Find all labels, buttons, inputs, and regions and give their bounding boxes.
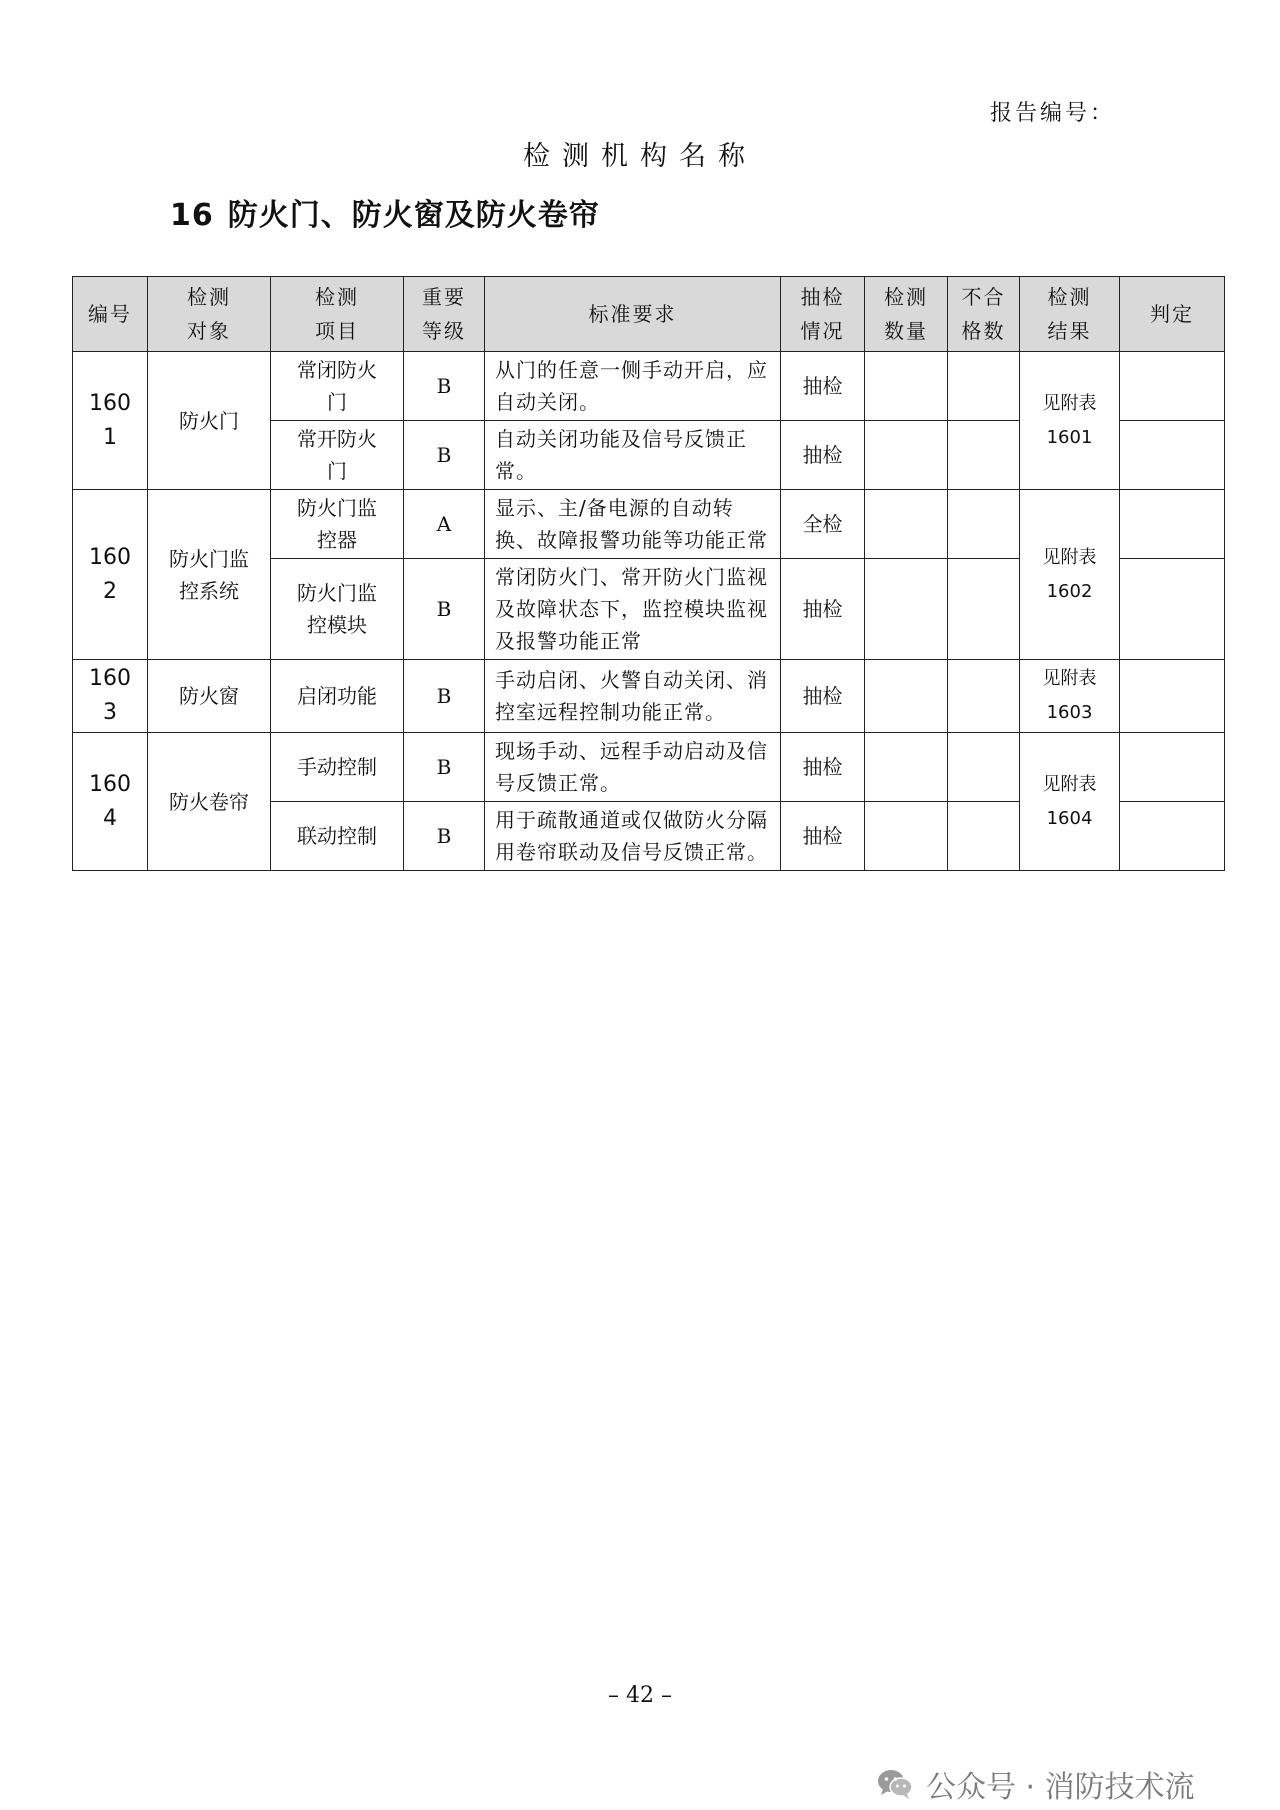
- header-code: 编号: [73, 277, 148, 352]
- cell-object: 防火门: [148, 352, 271, 490]
- cell-quantity[interactable]: [865, 352, 948, 421]
- cell-code: 160 4: [73, 733, 148, 871]
- cell-judgement[interactable]: [1120, 490, 1225, 559]
- cell-requirement: 现场手动、远程手动启动及信号反馈正常。: [485, 733, 781, 802]
- header-failed: 不合 格数: [948, 277, 1020, 352]
- header-judgement: 判定: [1120, 277, 1225, 352]
- cell-failed[interactable]: [948, 802, 1020, 871]
- inspection-table: [72, 276, 1225, 871]
- cell-quantity[interactable]: [865, 559, 948, 660]
- header-object: 检测 对象: [148, 277, 271, 352]
- cell-judgement[interactable]: [1120, 559, 1225, 660]
- cell-result: 见附表 1602: [1020, 490, 1120, 660]
- cell-failed[interactable]: [948, 733, 1020, 802]
- cell-judgement[interactable]: [1120, 660, 1225, 733]
- cell-failed[interactable]: [948, 352, 1020, 421]
- cell-level: B: [404, 352, 485, 421]
- header-quantity: 检测 数量: [865, 277, 948, 352]
- cell-object: 防火门监 控系统: [148, 490, 271, 660]
- cell-sampling: 抽检: [781, 559, 865, 660]
- cell-requirement: 用于疏散通道或仅做防火分隔用卷帘联动及信号反馈正常。: [485, 802, 781, 871]
- cell-requirement: 手动启闭、火警自动关闭、消控室远程控制功能正常。: [485, 660, 781, 733]
- cell-object: 防火窗: [148, 660, 271, 733]
- cell-failed[interactable]: [948, 559, 1020, 660]
- cell-item: 常闭防火 门: [271, 352, 404, 421]
- cell-level: A: [404, 490, 485, 559]
- page-number: – 42 –: [608, 1683, 672, 1708]
- cell-failed[interactable]: [948, 660, 1020, 733]
- cell-judgement[interactable]: [1120, 802, 1225, 871]
- cell-result: 见附表 1601: [1020, 352, 1120, 490]
- watermark: [876, 1762, 1195, 1806]
- report-number-label: 报告编号：: [990, 101, 1116, 126]
- table-row: [73, 352, 1225, 421]
- cell-judgement[interactable]: [1120, 421, 1225, 490]
- cell-sampling: 抽检: [781, 421, 865, 490]
- cell-requirement: 从门的任意一侧手动开启，应自动关闭。: [485, 352, 781, 421]
- header-item: 检测 项目: [271, 277, 404, 352]
- table-row: [73, 490, 1225, 559]
- cell-judgement[interactable]: [1120, 733, 1225, 802]
- cell-sampling: 抽检: [781, 660, 865, 733]
- table-row: [73, 733, 1225, 802]
- cell-level: B: [404, 559, 485, 660]
- header-sampling: 抽检 情况: [781, 277, 865, 352]
- cell-item: 常开防火 门: [271, 421, 404, 490]
- cell-quantity[interactable]: [865, 660, 948, 733]
- cell-sampling: 全检: [781, 490, 865, 559]
- cell-item: 联动控制: [271, 802, 404, 871]
- header-result: 检测 结果: [1020, 277, 1120, 352]
- cell-item: 防火门监 控器: [271, 490, 404, 559]
- wechat-icon: [876, 1768, 914, 1800]
- cell-quantity[interactable]: [865, 802, 948, 871]
- section-number: 16: [170, 198, 214, 233]
- cell-quantity[interactable]: [865, 490, 948, 559]
- cell-result: 见附表 1604: [1020, 733, 1120, 871]
- section-title-text: 防火门、防火窗及防火卷帘: [227, 198, 600, 233]
- cell-sampling: 抽检: [781, 802, 865, 871]
- cell-level: B: [404, 733, 485, 802]
- cell-level: B: [404, 421, 485, 490]
- watermark-text: 公众号 · 消防技术流: [926, 1770, 1195, 1805]
- cell-sampling: 抽检: [781, 352, 865, 421]
- cell-requirement: 常闭防火门、常开防火门监视及故障状态下，监控模块监视及报警功能正常: [485, 559, 781, 660]
- cell-level: B: [404, 802, 485, 871]
- cell-code: 160 1: [73, 352, 148, 490]
- cell-failed[interactable]: [948, 421, 1020, 490]
- header-level: 重要 等级: [404, 277, 485, 352]
- table-header-row: [73, 277, 1225, 352]
- organization-name: 检测机构名称: [523, 141, 757, 172]
- cell-item: 手动控制: [271, 733, 404, 802]
- table-row: [73, 660, 1225, 733]
- cell-failed[interactable]: [948, 490, 1020, 559]
- cell-quantity[interactable]: [865, 733, 948, 802]
- cell-code: 160 2: [73, 490, 148, 660]
- cell-requirement: 自动关闭功能及信号反馈正常。: [485, 421, 781, 490]
- cell-result: 见附表 1603: [1020, 660, 1120, 733]
- cell-judgement[interactable]: [1120, 352, 1225, 421]
- cell-object: 防火卷帘: [148, 733, 271, 871]
- cell-item: 启闭功能: [271, 660, 404, 733]
- cell-quantity[interactable]: [865, 421, 948, 490]
- cell-code: 160 3: [73, 660, 148, 733]
- cell-level: B: [404, 660, 485, 733]
- section-title: [170, 190, 600, 234]
- table-body: [73, 352, 1225, 871]
- cell-sampling: 抽检: [781, 733, 865, 802]
- cell-requirement: 显示、主/备电源的自动转换、故障报警功能等功能正常: [485, 490, 781, 559]
- header-requirement: 标准要求: [485, 277, 781, 352]
- cell-item: 防火门监 控模块: [271, 559, 404, 660]
